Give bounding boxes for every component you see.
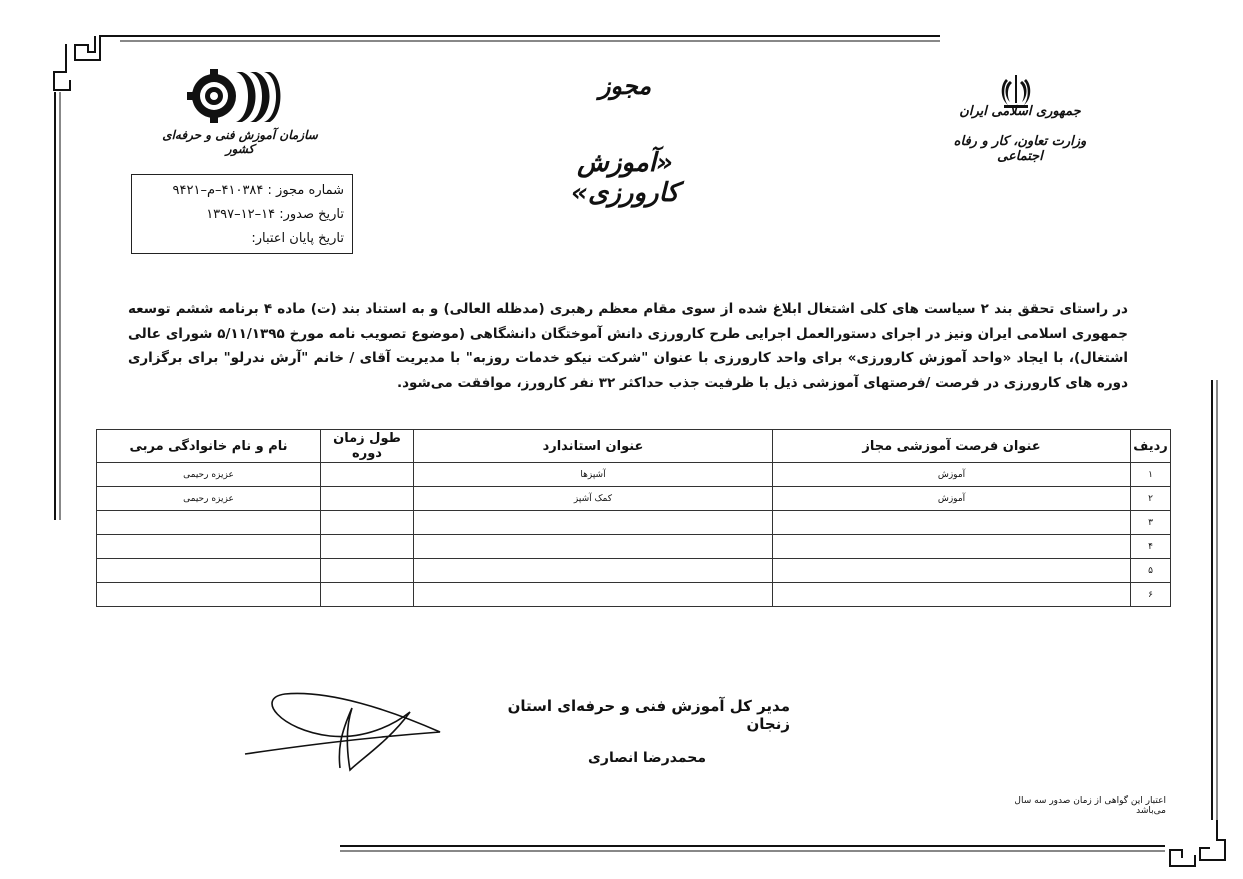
- cell-instructor: [97, 559, 321, 583]
- cell-instructor: عزیزه رحیمی: [97, 463, 321, 487]
- cell-duration: [321, 511, 414, 535]
- signer-name: محمدرضا انصاری: [588, 750, 706, 766]
- cell-instructor: [97, 511, 321, 535]
- training-opportunities-table: [96, 429, 1171, 607]
- cell-standard: آشپزها: [414, 463, 773, 487]
- cell-opportunity: آموزش: [773, 463, 1131, 487]
- cell-instructor: [97, 535, 321, 559]
- ministry-name: وزارت تعاون، کار و رفاه اجتماعی: [953, 134, 1087, 164]
- license-issue-date: تاریخ صدور: ۱۴–۱۲–۱۳۹۷: [206, 207, 344, 222]
- cell-opportunity: آموزش: [773, 487, 1131, 511]
- header-duration: طول زمان دوره: [321, 430, 414, 463]
- license-number: شماره مجوز : ۴۱۰۳۸۴–م–۹۴۲۱: [172, 183, 344, 198]
- header-opportunity: عنوان فرصت آموزشی مجاز: [773, 430, 1131, 463]
- cell-duration: [321, 559, 414, 583]
- table-row: [97, 535, 1171, 559]
- cell-row-number: ۳: [1131, 511, 1171, 535]
- cell-row-number: ۱: [1131, 463, 1171, 487]
- tvto-logo-icon: [180, 66, 284, 128]
- cell-standard: [414, 559, 773, 583]
- cell-row-number: ۶: [1131, 583, 1171, 607]
- license-body-text: در راستای تحقق بند ۲ سیاست های کلی اشتغال ابلاغ شده از سوی مقام معظم رهبری (مدظله العالی) و به استناد بند (ت) ماده ۴ برنامه ششم توسعه جمهوری اسلامی ایران ونیز در اجرای دستورالعمل اجرایی طرح کارورزی دانش آموختگان دانشگاهی (موضوع تصویب نامه مورخ ۵/۱۱/۱۳۹۵ شورای عالی اشتغال)، با ایجاد «واحد آموزش کارورزی» برای واحد کارورزی با عنوان "شرکت نیکو خدمات روزبه" با مدیریت آقای / خانم "آرش ندرلو" برای برگزاری دوره های کارورزی در فرصت /فرصتهای آموزشی ذیل با ظرفیت جذب حداکثر ۳۲ نفر کارورز، موافقت می‌شود.: [128, 301, 1128, 391]
- cell-opportunity: [773, 511, 1131, 535]
- table-header-row: [97, 430, 1171, 463]
- table-row: [97, 559, 1171, 583]
- header-instructor: نام و نام خانوادگی مربی: [97, 430, 321, 463]
- table-row: [97, 463, 1171, 487]
- cell-duration: [321, 487, 414, 511]
- table-row: [97, 487, 1171, 511]
- cell-row-number: ۲: [1131, 487, 1171, 511]
- cell-duration: [321, 583, 414, 607]
- cell-duration: [321, 463, 414, 487]
- table-row: [97, 583, 1171, 607]
- republic-name: جمهوری اسلامی ایران: [959, 104, 1081, 119]
- document-subtitle: «آموزش کارورزی»: [571, 148, 679, 208]
- validity-note: اعتبار این گواهی از زمان صدور سه سال می‌باشد: [1014, 796, 1166, 816]
- license-expiry-date: تاریخ پایان اعتبار:: [251, 231, 344, 246]
- document-title: مجوز: [598, 72, 652, 100]
- handwritten-signature: [240, 680, 470, 780]
- cell-standard: [414, 511, 773, 535]
- organization-name: سازمان آموزش فنی و حرفه‌ای کشور: [162, 128, 318, 156]
- cell-instructor: عزیزه رحیمی: [97, 487, 321, 511]
- cell-row-number: ۵: [1131, 559, 1171, 583]
- license-info-box: [131, 174, 353, 254]
- header-row-number: ردیف: [1131, 430, 1171, 463]
- table-row: [97, 511, 1171, 535]
- cell-opportunity: [773, 583, 1131, 607]
- cell-standard: [414, 583, 773, 607]
- header-standard: عنوان استاندارد: [414, 430, 773, 463]
- cell-opportunity: [773, 559, 1131, 583]
- cell-row-number: ۴: [1131, 535, 1171, 559]
- cell-instructor: [97, 583, 321, 607]
- cell-duration: [321, 535, 414, 559]
- signer-title: مدیر کل آموزش فنی و حرفه‌ای استان زنجان: [507, 697, 790, 733]
- cell-standard: کمک آشپز: [414, 487, 773, 511]
- cell-opportunity: [773, 535, 1131, 559]
- cell-standard: [414, 535, 773, 559]
